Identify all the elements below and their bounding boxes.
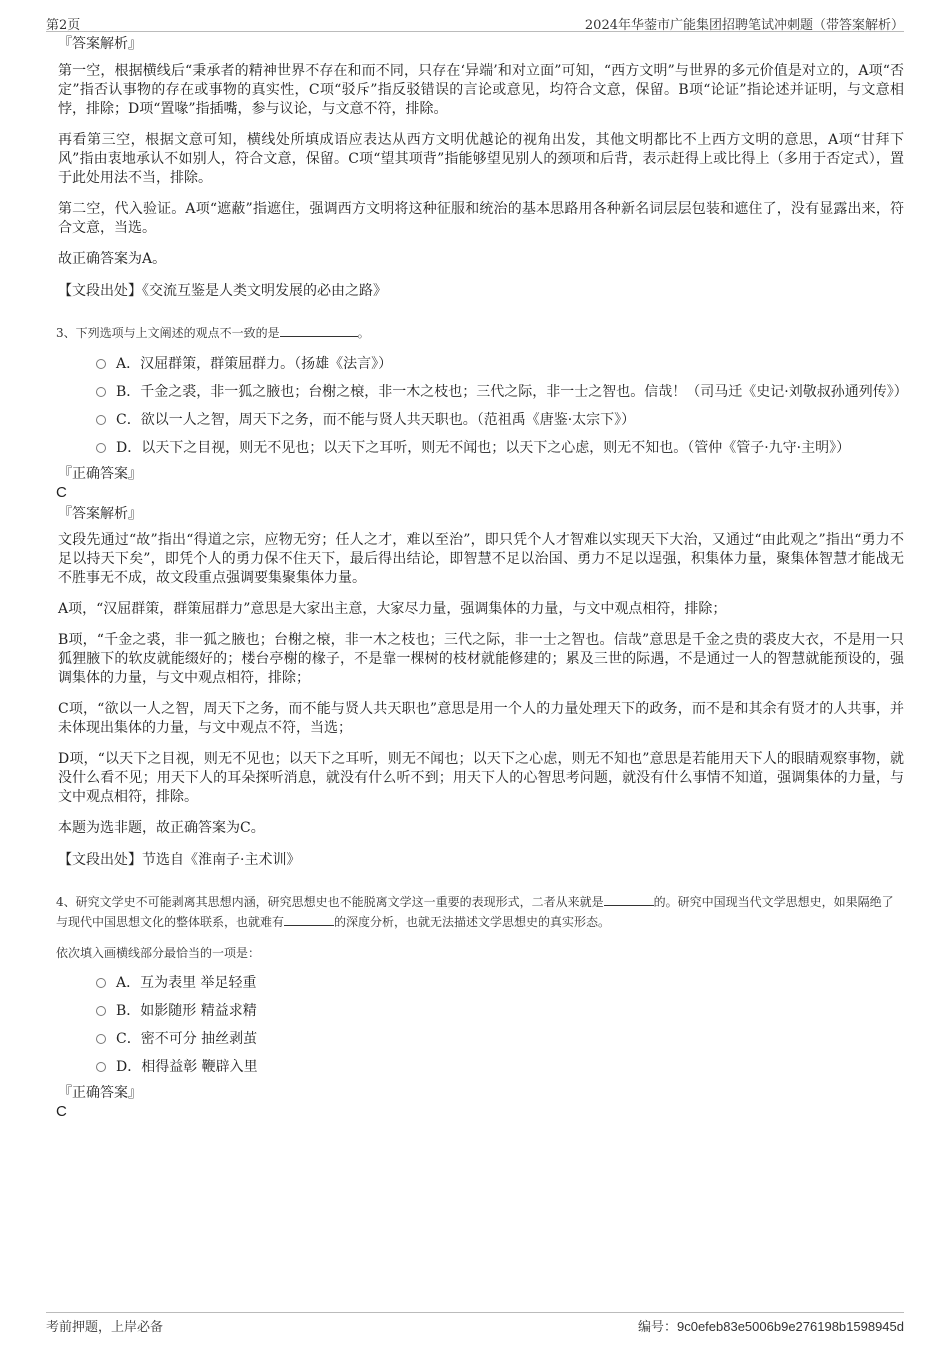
document-title: 2024年华蓥市广能集团招聘笔试冲刺题（带答案解析） [584,18,904,33]
question-4-text-b: 的。研究中国现当代文学思想史，如果隔绝了与现代中国思想文化的整体联系，也就难有 [56,895,894,929]
analysis-paragraph: D项，“以天下之目视，则无不见也；以天下之耳听，则无不闻也；以天下之心虑，则无不知也”意思是若能用天下人的眼睛观察事物，就没什么看不见；用天下人的耳朵探听消息，就没有什么听不到；用天下人的心智思考问题，就没有什么事情不知道，强调集体的力量，与文中观点相符，排除。 [58,751,904,805]
question-3-stem [56,323,904,343]
page-header [46,12,904,32]
option-label: A．互为表里 举足轻重 [116,975,257,991]
radio-icon[interactable] [96,359,106,369]
question-4-text-c: 的深度分析，也就无法描述文学思想史的真实形态。 [334,915,611,929]
option-label: B．千金之裘，非一狐之腋也；台榭之榱，非一木之枝也；三代之际，非一士之智也。信哉！（司马迁《史记·刘敬叔孙通列传》） [116,384,908,400]
option-d[interactable] [96,1056,904,1078]
correct-answer-label: 『正确答案』 [58,1085,142,1101]
question-3-options [96,353,908,459]
answer-blank [284,914,334,926]
footer-slogan: 考前押题，上岸必备 [46,1320,164,1335]
analysis-paragraph: A项，“汉屈群策，群策屈群力”意思是大家出主意，大家尽力量，强调集体的力量，与文中观点相符，排除； [58,601,727,617]
analysis-label: 『答案解析』 [58,36,142,52]
analysis-label: 『答案解析』 [58,506,142,522]
page-footer [46,1312,904,1338]
radio-icon[interactable] [96,443,106,453]
option-a[interactable] [96,972,904,994]
analysis-conclusion: 本题为选非题，故正确答案为C。 [58,820,265,836]
source-citation: 【文段出处】《交流互鉴是人类文明发展的必由之路》 [58,283,387,299]
radio-icon[interactable] [96,415,106,425]
analysis-paragraph: 第二空，代入验证。A项“遮蔽”指遮住，强调西方文明将这种征服和统治的基本思路用各种新名词层层包装和遮住了，没有显露出来，符合文意，当选。 [58,201,904,236]
answer-blank [604,894,654,906]
question-4-text-a: 4、研究文学史不可能剥离其思想内涵，研究思想史也不能脱离文学这一重要的表现形式，二者从来就是 [56,895,604,909]
option-label: C．欲以一人之智，周天下之务，而不能与贤人共天职也。（范祖禹《唐鉴·太宗下》） [116,412,636,428]
source-citation: 【文段出处】节选自《淮南子·主术训》 [58,852,301,868]
radio-icon[interactable] [96,1006,106,1016]
option-c[interactable] [96,1028,904,1050]
analysis-paragraph: C项，“欲以一人之智，周天下之务，而不能与贤人共天职也”意思是用一个人的力量处理天下的政务，而不是和其余有贤才的人共事，并未体现出集体的力量，与文中观点不符，当选； [58,701,904,736]
option-label: B．如影随形 精益求精 [116,1003,257,1019]
option-label: D．相得益彰 鞭辟入里 [116,1059,258,1075]
question-4-prompt: 依次填入画横线部分最恰当的一项是： [56,946,261,960]
question-4-options [96,972,904,1078]
analysis-paragraph: 再看第三空，根据文意可知，横线处所填成语应表达从西方文明优越论的视角出发，其他文明都比不上西方文明的意思，A项“甘拜下风”指由衷地承认不如别人，符合文意，保留。C项“望其项背”指能够望见别人的颈项和后背，表示赶得上或比得上（多用于否定式），置于此处用法不当，排除。 [58,132,904,186]
code-label: 编号： [637,1320,677,1335]
option-label: C．密不可分 抽丝剥茧 [116,1031,258,1047]
question-3-end: 。 [357,326,370,340]
correct-answer-value: C [56,1103,67,1120]
option-label: A．汉屈群策，群策屈群力。（扬雄《法言》） [116,356,393,372]
code-value: 9c0efeb83e5006b9e276198b1598945d [676,1319,904,1334]
document-body [56,34,908,1122]
option-label: D．以天下之目视，则无不见也；以天下之耳听，则无不闻也；以天下之心虑，则无不知也。（管仲《管子·九守·主明》） [116,440,851,456]
radio-icon[interactable] [96,1034,106,1044]
question-4-stem [56,892,904,932]
page-number: 第2页 [46,18,81,33]
option-b[interactable] [96,381,908,403]
option-d[interactable] [96,437,904,459]
option-c[interactable] [96,409,904,431]
document-code [638,1316,904,1335]
analysis-paragraph: 文段先通过“故”指出“得道之宗，应物无穷；任人之才，难以至治”，即只凭个人才智难以实现天下大治，又通过“由此观之”指出“勇力不足以持天下矣”，即凭个人的勇力保不住天下，最后得出结论，即智慧不足以治国、勇力不足以逞强，积集体力量，聚集体智慧才能战无不胜事无不成，故文段重点强调要集聚集体力量。 [58,532,904,586]
radio-icon[interactable] [96,1062,106,1072]
analysis-conclusion: 故正确答案为A。 [58,251,167,267]
option-a[interactable] [96,353,904,375]
question-3-text: 3、下列选项与上文阐述的观点不一致的是 [56,326,280,340]
analysis-paragraph: 第一空，根据横线后“秉承者的精神世界不存在和而不同，只存在‘异端’和对立面”可知，“西方文明”与世界的多元价值是对立的，A项“否定”指否认事物的存在或事物的真实性，C项“驳斥”指反驳错误的言论或意见，均符合文意，保留。B项“论证”指论述并证明，与文意相悖，排除；D项“置喙”指插嘴，参与议论，与文意不符，排除。 [58,63,904,117]
correct-answer-value: C [56,484,67,501]
answer-blank [280,325,358,337]
correct-answer-label: 『正确答案』 [58,466,142,482]
radio-icon[interactable] [96,978,106,988]
option-b[interactable] [96,1000,904,1022]
analysis-paragraph: B项，“千金之裘，非一狐之腋也；台榭之榱，非一木之枝也；三代之际，非一士之智也。信哉”意思是千金之贵的裘皮大衣，不是用一只狐狸腋下的软皮就能缀好的；楼台亭榭的椽子，不是靠一棵树的枝材就能修建的；累及三世的际遇，不是通过一人的智慧就能预设的，强调集体的力量，与文中观点相符，排除； [58,632,904,686]
radio-icon[interactable] [96,387,106,397]
